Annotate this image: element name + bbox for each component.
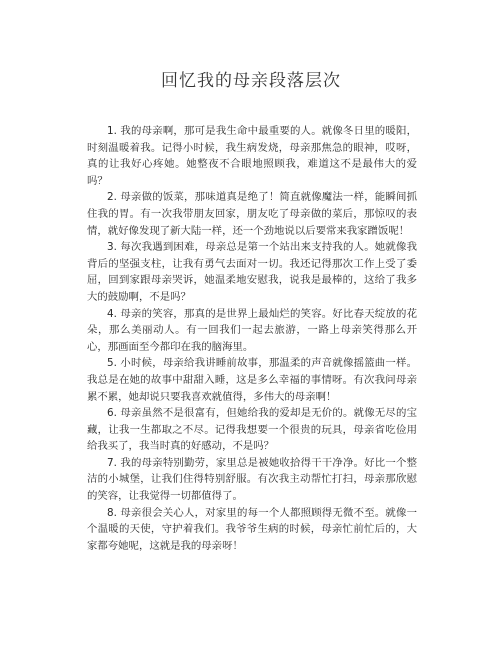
- paragraph-5: 5. 小时候，母亲给我讲睡前故事，那温柔的声音就像摇篮曲一样。我总是在她的故事中甜甜入睡，这是多么幸福的事情呀。有次我问母亲累不累，她却说只要我喜欢就值得，多伟大的母亲啊！: [87, 357, 417, 403]
- paragraph-8: 8. 母亲很会关心人，对家里的每一个人都照顾得无微不至。就像一个温暖的天使，守护着我们。我爷爷生病的时候，母亲忙前忙后的，大家都夸她呢，这就是我的母亲呀！: [87, 506, 417, 552]
- paragraph-3: 3. 每次我遇到困难，母亲总是第一个站出来支持我的人。她就像我背后的坚强支柱，让我有勇气去面对一切。我还记得那次工作上受了委屈，回到家跟母亲哭诉，她温柔地安慰我，说我是最棒的，这给了我多大的鼓励啊，不是吗？: [87, 241, 417, 303]
- paragraph-2: 2. 母亲做的饭菜，那味道真是绝了！简直就像魔法一样，能瞬间抓住我的胃。有一次我带朋友回家，朋友吃了母亲做的菜后，那惊叹的表情，就好像发现了新大陆一样，还一个劲地说以后要常来我家蹭饭呢！: [87, 191, 417, 237]
- paragraph-7: 7. 我的母亲特别勤劳，家里总是被她收拾得干干净净。好比一个整洁的小城堡，让我们住得特别舒服。有次我主动帮忙打扫，母亲那欣慰的笑容，让我觉得一切都值得了。: [87, 456, 417, 503]
- paragraph-4: 4. 母亲的笑容，那真的是世界上最灿烂的笑容。好比春天绽放的花朵，那么美丽动人。有一回我们一起去旅游，一路上母亲笑得那么开心，那画面至今都印在我的脑海里。: [87, 307, 417, 353]
- document-title: 回忆我的母亲段落层次: [161, 71, 341, 91]
- document-body: [87, 123, 417, 554]
- paragraph-1: 1. 我的母亲啊，那可是我生命中最重要的人。就像冬日里的暖阳，时刻温暖着我。记得小时候，我生病发烧，母亲那焦急的眼神，哎呀，真的让我好心疼她。她整夜不合眼地照顾我，难道这不是最伟大的爱吗？: [87, 125, 417, 187]
- paragraph-6: 6. 母亲虽然不是很富有，但她给我的爱却是无价的。就像无尽的宝藏，让我一生都取之不尽。记得我想要一个很贵的玩具，母亲省吃俭用给我买了，我当时真的好感动，不是吗？: [87, 407, 417, 453]
